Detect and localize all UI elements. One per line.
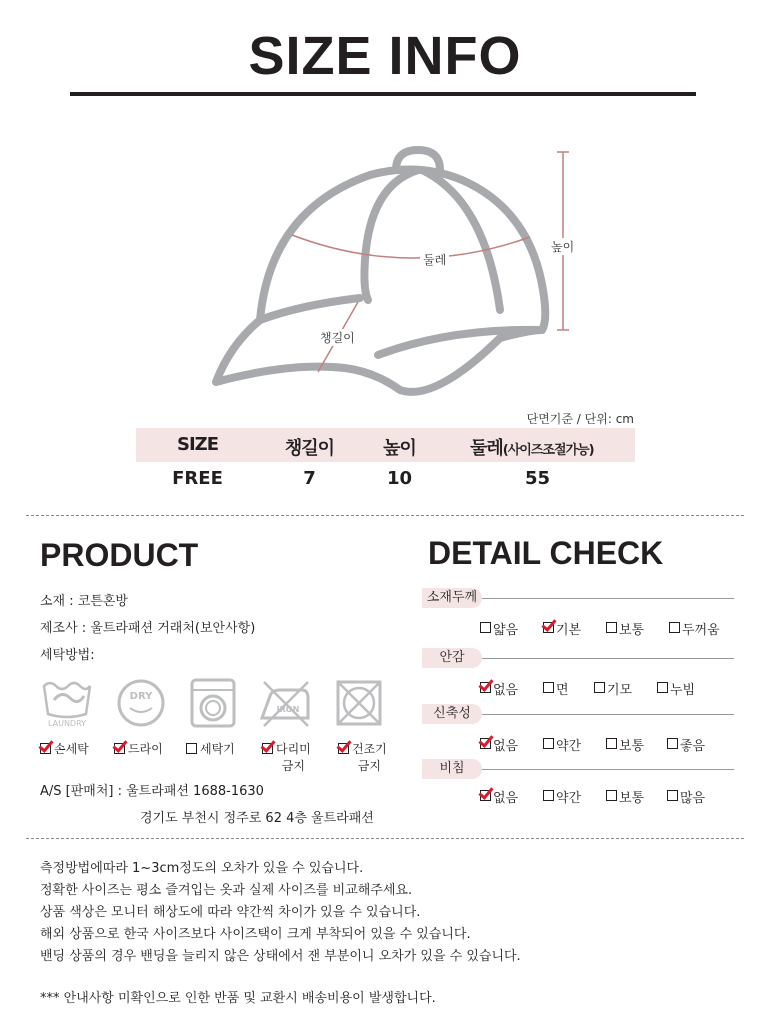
- note-line: 밴딩 상품의 경우 밴딩을 늘리지 않은 상태에서 잰 부분이니 오차가 있을 수 있습니다.: [40, 949, 521, 964]
- dry-clean-icon: [114, 676, 168, 730]
- option-much[interactable]: 많음: [667, 787, 705, 806]
- title-divider: [70, 92, 696, 96]
- header-size: SIZE: [176, 434, 218, 455]
- care-option-no-dryer[interactable]: 건조기 금지: [338, 740, 387, 774]
- section-divider: [26, 838, 744, 839]
- option-good[interactable]: 좋음: [667, 735, 705, 754]
- hand-wash-icon: [40, 676, 94, 730]
- footer-warning: *** 안내사항 미확인으로 인한 반품 및 교환시 배송비용이 발생합니다.: [40, 991, 436, 1006]
- checkbox-icon[interactable]: [543, 622, 554, 633]
- svg-text:LAUNDRY: LAUNDRY: [47, 719, 87, 728]
- cell-circumference: 55: [524, 468, 551, 489]
- option-thin[interactable]: 얇음: [480, 619, 518, 638]
- checkbox-icon[interactable]: [186, 743, 197, 754]
- checkbox-icon[interactable]: [594, 682, 605, 693]
- care-option-dry-clean[interactable]: 드라이: [114, 740, 163, 757]
- checkbox-icon[interactable]: [667, 790, 678, 801]
- option-cotton[interactable]: 면: [543, 679, 569, 698]
- checkbox-icon[interactable]: [543, 738, 554, 749]
- checkbox-icon[interactable]: [40, 743, 51, 754]
- circumference-line: [292, 235, 530, 258]
- svg-text:IRON: IRON: [276, 705, 300, 714]
- header-brim: 챙길이: [284, 438, 335, 459]
- header-circumference: 둘레 (사이즈조절가능): [470, 438, 594, 459]
- option-normal[interactable]: 보통: [606, 787, 644, 806]
- option-thick[interactable]: 두꺼움: [669, 619, 720, 638]
- checkbox-icon[interactable]: [480, 790, 491, 801]
- note-line: 상품 색상은 모니터 해상도에 따라 약간씩 차이가 있을 수 있습니다.: [40, 905, 421, 920]
- checkbox-icon[interactable]: [543, 682, 554, 693]
- option-slight[interactable]: 약간: [543, 735, 581, 754]
- category-lining: 안감: [422, 648, 482, 668]
- header-circumference-suffix: (사이즈조절가능): [502, 443, 594, 458]
- option-none[interactable]: 없음: [480, 735, 518, 754]
- category-thickness: 소재두께: [422, 588, 482, 608]
- option-none[interactable]: 없음: [480, 787, 518, 806]
- checkbox-icon[interactable]: [480, 738, 491, 749]
- option-none[interactable]: 없음: [480, 679, 518, 698]
- cell-brim: 7: [303, 468, 316, 489]
- option-slight[interactable]: 약간: [543, 787, 581, 806]
- washing-machine-icon: [186, 676, 240, 730]
- cell-height: 10: [386, 468, 413, 489]
- checkbox-icon[interactable]: [606, 738, 617, 749]
- checkbox-icon[interactable]: [606, 790, 617, 801]
- height-label: 높이: [551, 240, 575, 254]
- detail-check-heading: DETAIL CHECK: [428, 535, 664, 571]
- checkbox-icon[interactable]: [606, 622, 617, 633]
- brim-label: 챙길이: [320, 331, 355, 345]
- header-height: 높이: [383, 438, 416, 459]
- checkbox-icon[interactable]: [114, 743, 125, 754]
- option-normal[interactable]: 보통: [606, 619, 644, 638]
- wash-label: 세탁방법:: [40, 648, 95, 663]
- cell-size: FREE: [172, 468, 223, 489]
- address-text: 경기도 부천시 정주로 62 4층 울트라패션: [140, 811, 374, 826]
- checkbox-icon[interactable]: [480, 622, 491, 633]
- note-line: 정확한 사이즈는 평소 즐겨입는 옷과 실제 사이즈를 비교해주세요.: [40, 883, 413, 898]
- no-iron-icon: [258, 676, 312, 730]
- checkbox-icon[interactable]: [543, 790, 554, 801]
- checkbox-icon[interactable]: [667, 738, 678, 749]
- unit-note: 단면기준 / 단위: cm: [526, 412, 634, 426]
- svg-text:DRY: DRY: [129, 691, 153, 702]
- checkbox-icon[interactable]: [262, 743, 273, 754]
- checkbox-icon[interactable]: [338, 743, 349, 754]
- note-line: 측정방법에따라 1~3cm정도의 오차가 있을 수 있습니다.: [40, 861, 364, 876]
- no-dryer-icon: [332, 676, 386, 730]
- checkbox-icon[interactable]: [657, 682, 668, 693]
- option-basic[interactable]: 기본: [543, 619, 581, 638]
- care-option-machine-wash[interactable]: 세탁기: [186, 740, 235, 757]
- note-line: 해외 상품으로 한국 사이즈보다 사이즈택이 크게 부착되어 있을 수 있습니다.: [40, 927, 471, 942]
- section-divider: [26, 515, 744, 516]
- option-fleece[interactable]: 기모: [594, 679, 632, 698]
- care-option-hand-wash[interactable]: 손세탁: [40, 740, 89, 757]
- option-normal[interactable]: 보통: [606, 735, 644, 754]
- checkbox-icon[interactable]: [480, 682, 491, 693]
- page-title: SIZE INFO: [248, 26, 522, 86]
- material-text: 소재 : 코튼혼방: [40, 594, 128, 609]
- cap-diagram: [200, 140, 620, 400]
- category-stretch: 신축성: [422, 704, 482, 724]
- checkbox-icon[interactable]: [669, 622, 680, 633]
- circumference-label: 둘레: [420, 251, 449, 268]
- as-contact: A/S [판매처] : 울트라패션 1688-1630: [40, 784, 264, 799]
- option-quilted[interactable]: 누빔: [657, 679, 695, 698]
- care-option-no-iron[interactable]: 다리미 금지: [262, 740, 311, 774]
- product-heading: PRODUCT: [40, 537, 199, 573]
- category-sheerness: 비침: [422, 759, 482, 779]
- maker-text: 제조사 : 울트라패션 거래처(보안사항): [40, 621, 256, 636]
